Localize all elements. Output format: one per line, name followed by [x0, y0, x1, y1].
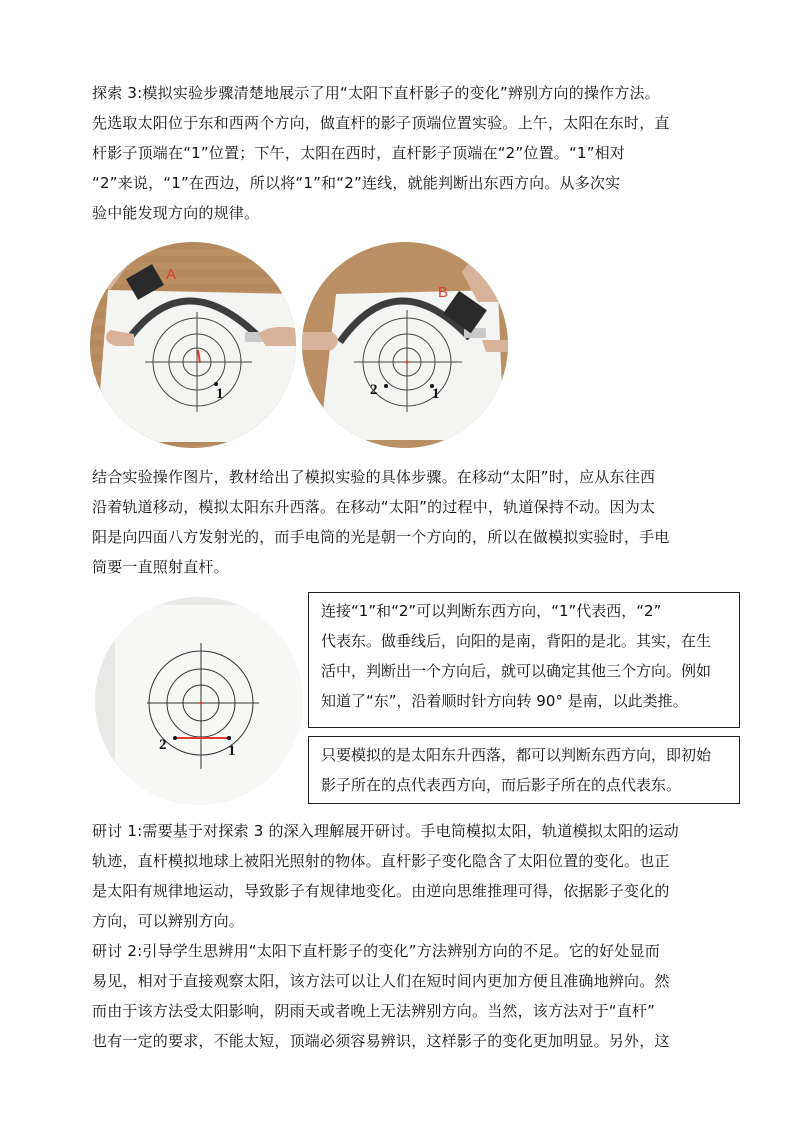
- experiment-photo-a: [90, 242, 296, 448]
- connect-explanation-box: [308, 592, 740, 728]
- text-line: 先选取太阳位于东和西两个方向，做直杆的影子顶端位置实验。上午，太阳在东时，直: [92, 114, 670, 132]
- text-line: 轨迹，直杆模拟地球上被阳光照射的物体。直杆影子变化隐含了太阳位置的变化。也正: [92, 852, 670, 870]
- text-line: 代表东。做垂线后，向阳的是南，背阳的是北。其实，在生: [321, 632, 712, 650]
- point-label-2: 2: [370, 382, 378, 398]
- text-line: 方向，可以辨别方向。: [92, 912, 245, 930]
- photo-label-b: B: [438, 284, 449, 301]
- text-line: 也有一定的要求，不能太短，顶端必须容易辨识，这样影子的变化更加明显。另外，这: [92, 1032, 670, 1050]
- text-line: 影子所在的点代表西方向，而后影子所在的点代表东。: [321, 776, 682, 794]
- text-line: 结合实验操作图片，教材给出了模拟实验的具体步骤。在移动“太阳”时，应从东往西: [92, 468, 656, 486]
- text-line: 筒要一直照射直杆。: [92, 558, 229, 576]
- text-line: 连接“1”和“2”可以判断东西方向，“1”代表西，“2”: [321, 602, 662, 620]
- text-line: 活中，判断出一个方向后，就可以确定其他三个方向。例如: [321, 662, 712, 680]
- point-label-1: 1: [216, 386, 224, 402]
- experiment-photo-b: [302, 242, 508, 448]
- text-line: 易见，相对于直接观察太阳，该方法可以让人们在短时间内更加方便且准确地辨向。然: [92, 972, 670, 990]
- photo-label-a: A: [166, 266, 177, 283]
- text-line: 只要模拟的是太阳东升西落，都可以判断东西方向，即初始: [321, 746, 712, 764]
- text-line: 验中能发现方向的规律。: [92, 204, 260, 222]
- text-line: “2”来说，“1”在西边，所以将“1”和“2”连线，就能判断出东西方向。从多次实: [92, 174, 621, 192]
- text-line: 而由于该方法受太阳影响，阴雨天或者晚上无法辨别方向。当然，该方法对于“直杆”: [92, 1002, 656, 1020]
- point-label-1: 1: [432, 386, 440, 402]
- text-line: 沿着轨道移动，模拟太阳东升西落。在移动“太阳”的过程中，轨道保持不动。因为太: [92, 498, 656, 516]
- text-line: 知道了“东”，沿着顺时针方向转 90° 是南，以此类推。: [321, 692, 688, 710]
- text-line: 是太阳有规律地运动，导致影子有规律地变化。由逆向思维推理可得，依据影子变化的: [92, 882, 670, 900]
- text-line: 探索 3:模拟实验步骤清楚地展示了用“太阳下直杆影子的变化”辨别方向的操作方法。: [92, 84, 660, 102]
- text-line: 研讨 2:引导学生思辨用“太阳下直杆影子的变化”方法辨别方向的不足。它的好处显而: [92, 942, 660, 960]
- point-label-2: 2: [159, 737, 167, 753]
- summary-box: [308, 736, 740, 804]
- exploration-paragraph: [92, 78, 704, 228]
- steps-paragraph: [92, 462, 704, 582]
- discussion-paragraph: [92, 816, 704, 1056]
- text-line: 杆影子顶端在“1”位置；下午，太阳在西时，直杆影子顶端在“2”位置。“1”相对: [92, 144, 626, 162]
- result-photo-c: [95, 597, 303, 805]
- text-line: 阳是向四面八方发射光的，而手电筒的光是朝一个方向的，所以在做模拟实验时，手电: [92, 528, 670, 546]
- text-line: 研讨 1:需要基于对探索 3 的深入理解展开研讨。手电筒模拟太阳，轨道模拟太阳的运动: [92, 822, 679, 840]
- point-label-1: 1: [228, 743, 236, 759]
